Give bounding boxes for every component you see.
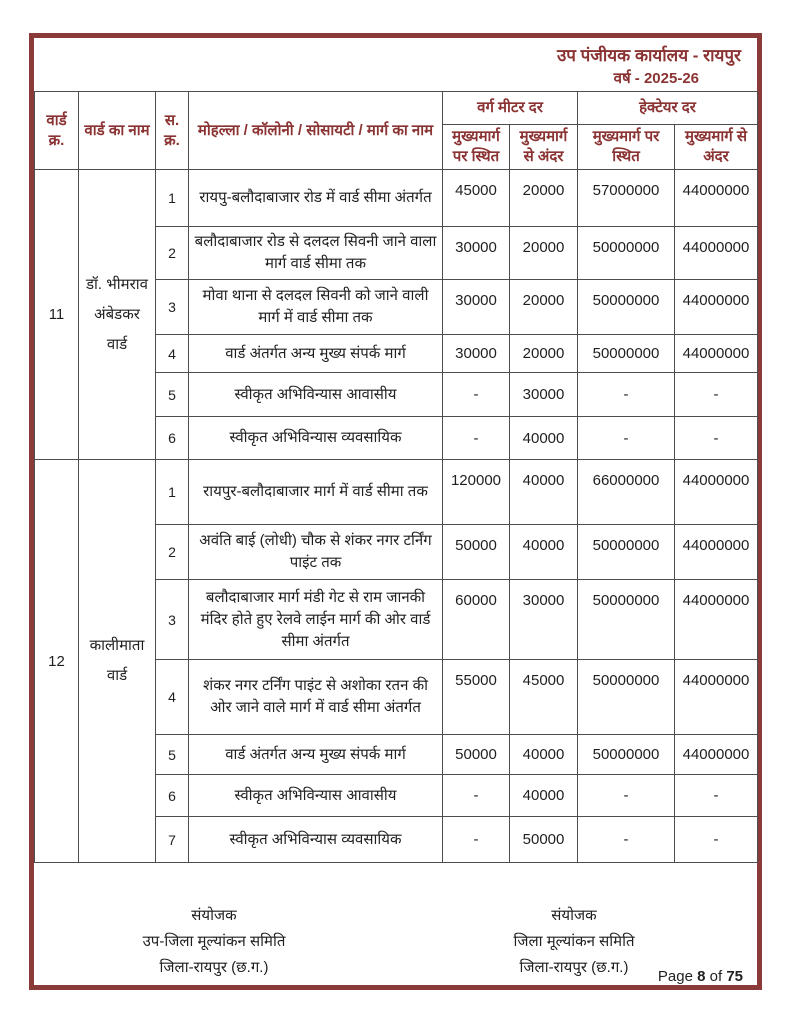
- col-group-sqm-rate: वर्ग मीटर दर: [443, 92, 578, 125]
- header-group-row: [35, 92, 758, 125]
- rate-sqm-off-main: 40000: [510, 735, 578, 775]
- page-number: 8: [697, 968, 706, 985]
- serial-number: 6: [156, 775, 189, 817]
- locality-name: वार्ड अंतर्गत अन्य मुख्य संपर्क मार्ग: [189, 335, 443, 373]
- locality-name: वार्ड अंतर्गत अन्य मुख्य संपर्क मार्ग: [189, 735, 443, 775]
- office-title: उप पंजीयक कार्यालय - रायपुर: [556, 46, 741, 65]
- rate-sqm-on-main: 50000: [443, 735, 510, 775]
- serial-number: 1: [156, 170, 189, 227]
- rate-sqm-off-main: 50000: [510, 817, 578, 863]
- rate-sqm-on-main: 50000: [443, 525, 510, 580]
- serial-number: 2: [156, 227, 189, 280]
- ward-name: कालीमाता वार्ड: [79, 460, 156, 863]
- rate-ha-on-main: -: [578, 817, 675, 863]
- rate-sqm-off-main: 40000: [510, 775, 578, 817]
- serial-number: 2: [156, 525, 189, 580]
- year-line: वर्ष - 2025-26: [613, 70, 699, 87]
- serial-number: 4: [156, 335, 189, 373]
- rate-ha-off-main: 44000000: [675, 580, 758, 660]
- rate-sqm-off-main: 20000: [510, 227, 578, 280]
- rate-ha-on-main: 50000000: [578, 335, 675, 373]
- col-group-hectare-rate: हेक्टेयर दर: [578, 92, 758, 125]
- rate-sqm-on-main: 120000: [443, 460, 510, 525]
- ward-name: डॉ. भीमराव अंबेडकर वार्ड: [79, 170, 156, 460]
- rate-ha-off-main: 44000000: [675, 335, 758, 373]
- rate-sqm-off-main: 40000: [510, 460, 578, 525]
- rate-sqm-on-main: 55000: [443, 660, 510, 735]
- rate-sqm-on-main: -: [443, 417, 510, 460]
- rate-sqm-on-main: 30000: [443, 227, 510, 280]
- serial-number: 1: [156, 460, 189, 525]
- rate-sqm-off-main: 20000: [510, 280, 578, 335]
- rate-ha-on-main: 50000000: [578, 580, 675, 660]
- rate-ha-off-main: 44000000: [675, 170, 758, 227]
- col-header-ward-no: वार्ड क्र.: [35, 92, 79, 170]
- serial-number: 3: [156, 580, 189, 660]
- serial-number: 5: [156, 735, 189, 775]
- col-header-ha-off-main: मुख्यमार्ग से अंदर: [675, 125, 758, 170]
- serial-number: 3: [156, 280, 189, 335]
- rate-table: [34, 91, 758, 863]
- locality-name: शंकर नगर टर्निंग पाइंट से अशोका रतन की ओर जाने वाले मार्ग में वार्ड सीमा अंतर्गत: [189, 660, 443, 735]
- total-pages: 75: [726, 968, 743, 985]
- rate-ha-off-main: -: [675, 817, 758, 863]
- page-word: Page: [657, 968, 693, 985]
- col-header-locality: मोहल्ला / कॉलोनी / सोसायटी / मार्ग का नाम: [189, 92, 443, 170]
- rate-sqm-off-main: 20000: [510, 170, 578, 227]
- rate-ha-on-main: 57000000: [578, 170, 675, 227]
- locality-name: स्वीकृत अभिविन्यास व्यवसायिक: [189, 817, 443, 863]
- rate-sqm-on-main: 60000: [443, 580, 510, 660]
- locality-name: रायपु-बलौदाबाजार रोड में वार्ड सीमा अंतर्गत: [189, 170, 443, 227]
- ward-number: 12: [35, 460, 79, 863]
- ward-number: 11: [35, 170, 79, 460]
- rate-ha-on-main: 50000000: [578, 280, 675, 335]
- document-header: [34, 38, 757, 91]
- serial-number: 6: [156, 417, 189, 460]
- locality-name: रायपुर-बलौदाबाजार मार्ग में वार्ड सीमा तक: [189, 460, 443, 525]
- rate-table-head: [35, 92, 758, 170]
- rate-sqm-on-main: 30000: [443, 335, 510, 373]
- locality-name: बलौदाबाजार मार्ग मंडी गेट से राम जानकी मंदिर होते हुए रेलवे लाईन मार्ग की ओर वार्ड सीमा अंतर्गत: [189, 580, 443, 660]
- col-header-sqm-on-main: मुख्यमार्ग पर स्थित: [443, 125, 510, 170]
- locality-name: स्वीकृत अभिविन्यास आवासीय: [189, 373, 443, 417]
- rate-table-body: [35, 170, 758, 863]
- district-name: जिला-रायपुर (छ.ग.): [159, 959, 269, 976]
- signatory-title: संयोजक: [191, 907, 237, 924]
- rate-sqm-on-main: 30000: [443, 280, 510, 335]
- rate-sqm-off-main: 30000: [510, 373, 578, 417]
- rate-sqm-off-main: 45000: [510, 660, 578, 735]
- signature-block-left: [94, 903, 334, 981]
- rate-sqm-off-main: 40000: [510, 417, 578, 460]
- rate-ha-on-main: 50000000: [578, 227, 675, 280]
- page-number-indicator: [658, 968, 743, 985]
- signatory-title: संयोजक: [551, 907, 597, 924]
- rate-ha-off-main: 44000000: [675, 227, 758, 280]
- col-header-sno: स. क्र.: [156, 92, 189, 170]
- locality-name: मोवा थाना से दलदल सिवनी को जाने वाली मार्ग में वार्ड सीमा तक: [189, 280, 443, 335]
- table-row: [35, 170, 758, 227]
- rate-ha-on-main: 50000000: [578, 525, 675, 580]
- rate-ha-on-main: -: [578, 373, 675, 417]
- locality-name: स्वीकृत अभिविन्यास आवासीय: [189, 775, 443, 817]
- rate-ha-off-main: 44000000: [675, 660, 758, 735]
- rate-ha-off-main: 44000000: [675, 735, 758, 775]
- rate-ha-off-main: 44000000: [675, 280, 758, 335]
- of-word: of: [709, 968, 723, 985]
- rate-sqm-off-main: 40000: [510, 525, 578, 580]
- committee-name: जिला मूल्यांकन समिति: [513, 933, 635, 950]
- document-page-border: [29, 33, 762, 990]
- rate-sqm-off-main: 20000: [510, 335, 578, 373]
- rate-ha-on-main: 50000000: [578, 660, 675, 735]
- rate-ha-on-main: -: [578, 417, 675, 460]
- rate-sqm-on-main: 45000: [443, 170, 510, 227]
- col-header-ha-on-main: मुख्यमार्ग पर स्थित: [578, 125, 675, 170]
- col-header-ward-name: वार्ड का नाम: [79, 92, 156, 170]
- rate-ha-on-main: 50000000: [578, 735, 675, 775]
- committee-name: उप-जिला मूल्यांकन समिति: [142, 933, 286, 950]
- serial-number: 5: [156, 373, 189, 417]
- rate-ha-on-main: 66000000: [578, 460, 675, 525]
- col-header-sqm-off-main: मुख्यमार्ग से अंदर: [510, 125, 578, 170]
- serial-number: 7: [156, 817, 189, 863]
- rate-ha-off-main: -: [675, 775, 758, 817]
- rate-sqm-on-main: -: [443, 775, 510, 817]
- locality-name: स्वीकृत अभिविन्यास व्यवसायिक: [189, 417, 443, 460]
- rate-ha-off-main: -: [675, 373, 758, 417]
- rate-sqm-on-main: -: [443, 373, 510, 417]
- serial-number: 4: [156, 660, 189, 735]
- locality-name: बलौदाबाजार रोड से दलदल सिवनी जाने वाला मार्ग वार्ड सीमा तक: [189, 227, 443, 280]
- rate-sqm-off-main: 30000: [510, 580, 578, 660]
- rate-ha-on-main: -: [578, 775, 675, 817]
- table-row: [35, 460, 758, 525]
- rate-ha-off-main: 44000000: [675, 525, 758, 580]
- locality-name: अवंति बाई (लोधी) चौक से शंकर नगर टर्निंग पाइंट तक: [189, 525, 443, 580]
- signature-footer: [34, 867, 757, 987]
- rate-ha-off-main: 44000000: [675, 460, 758, 525]
- rate-sqm-on-main: -: [443, 817, 510, 863]
- rate-ha-off-main: -: [675, 417, 758, 460]
- district-name: जिला-रायपुर (छ.ग.): [519, 959, 629, 976]
